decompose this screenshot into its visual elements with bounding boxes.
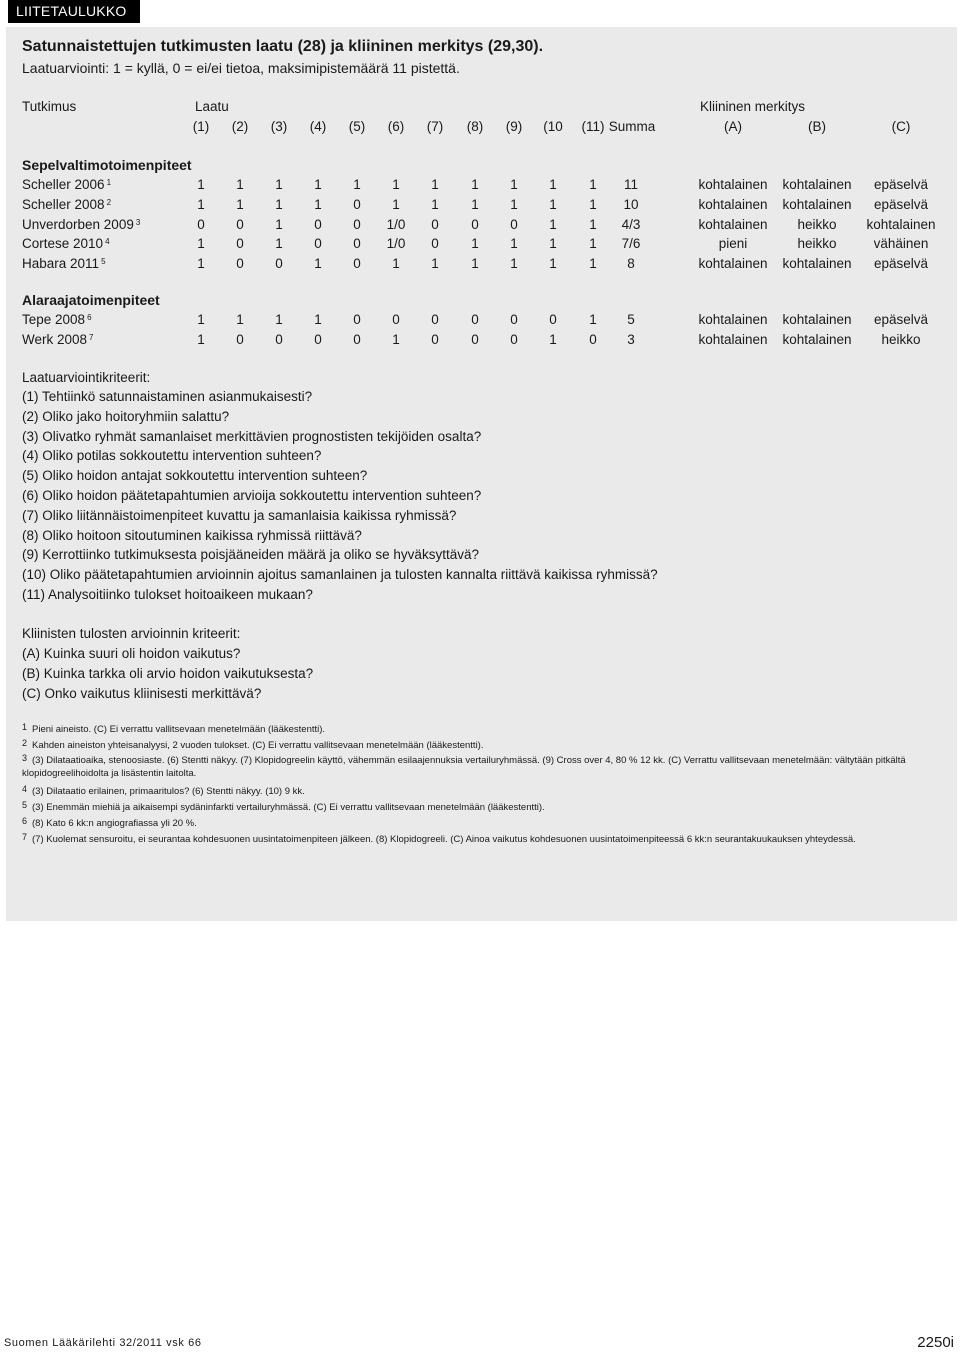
clinical-cell: kohtalainen <box>698 331 768 347</box>
score-cell: 1 <box>392 256 400 272</box>
column-header: (10 <box>543 119 563 134</box>
footnote <box>22 722 325 735</box>
score-cell: 0 <box>431 216 439 232</box>
score-cell: 1 <box>353 177 361 192</box>
header-kliininen: Kliininen merkitys <box>700 99 806 114</box>
footnote-text: (7) Kuolemat sensuroitu, ei seurantaa kohdesuonen uusintatoimenpiteen jälkeen. (8) Klopidogreeli. (C) Ainoa vaikutus kohdesuonen uusintatoimenpiteessä 6 kk:n seurantakuukauksen yhteydessä. <box>32 834 856 845</box>
score-cell: 0 <box>353 312 361 327</box>
score-cell: 1 <box>275 216 283 232</box>
score-cell: 10 <box>623 196 639 212</box>
score-cell: 0 <box>197 216 205 232</box>
footnote-number: 5 <box>22 800 28 810</box>
footnote-number: 3 <box>22 753 28 763</box>
study-name-text: Scheller 2006 <box>22 177 105 192</box>
criteria-item: (2) Oliko jako hoitoryhmiin salattu? <box>22 408 230 424</box>
study-name-text: Scheller 2008 <box>22 196 105 212</box>
score-cell: 0 <box>236 331 244 347</box>
clinical-cell: kohtalainen <box>698 256 768 272</box>
score-cell: 4/3 <box>621 216 641 232</box>
footnote-number: 4 <box>22 784 28 794</box>
clinical-cell: kohtalainen <box>782 256 852 272</box>
score-cell: 1 <box>197 177 205 192</box>
score-cell: 1 <box>236 177 244 192</box>
score-cell: 1 <box>549 331 557 347</box>
criteria-item: (7) Oliko liitännäistoimenpiteet kuvattu ja samanlaisia kaikissa ryhmissä? <box>22 507 457 523</box>
clinical-column-header: (B) <box>808 119 826 134</box>
score-cell: 0 <box>392 312 400 327</box>
footnote <box>22 738 484 751</box>
footnote-number: 2 <box>22 738 28 748</box>
score-cell: 0 <box>353 236 361 252</box>
header-tutkimus: Tutkimus <box>22 99 77 114</box>
study-name-text: Unverdorben 2009 <box>22 216 134 232</box>
score-cell: 1 <box>510 177 518 192</box>
clinical-cell: kohtalainen <box>782 331 852 347</box>
score-cell: 1 <box>549 256 557 272</box>
score-cell: 1 <box>471 236 479 252</box>
criteria-item: (4) Oliko potilas sokkoutettu intervention suhteen? <box>22 448 322 464</box>
footnote <box>22 816 197 829</box>
footnote-ref: 7 <box>89 332 94 342</box>
score-cell: 1 <box>589 312 597 327</box>
score-cell: 1 <box>431 256 439 272</box>
footnote-ref: 2 <box>106 197 112 207</box>
footnote <box>22 800 545 813</box>
score-cell: 1 <box>197 236 205 252</box>
section-title: Alaraajatoimenpiteet <box>22 292 160 308</box>
score-cell: 1 <box>510 236 518 252</box>
footnote-ref: 1 <box>106 178 112 187</box>
score-cell: 8 <box>627 256 635 272</box>
score-cell: 1 <box>314 196 322 212</box>
score-cell: 1 <box>236 312 244 327</box>
score-cell: 1 <box>431 196 439 212</box>
study-name-text: Werk 2008 <box>22 331 88 347</box>
criteria-item: (8) Oliko hoitoon sitoutuminen kaikissa ryhmissä riittävä? <box>22 527 362 543</box>
score-cell: 0 <box>510 331 518 347</box>
clinical-cell: epäselvä <box>873 312 929 327</box>
clinical-cell: kohtalainen <box>782 177 852 192</box>
clinical-criteria-title: Kliinisten tulosten arvioinnin kriteerit: <box>22 626 241 641</box>
score-cell: 0 <box>314 331 322 347</box>
score-cell: 0 <box>236 216 244 232</box>
study-name <box>22 332 94 347</box>
footnote-number: 1 <box>22 722 28 732</box>
score-cell: 1 <box>589 236 597 252</box>
score-cell: 1 <box>392 196 400 212</box>
study-name <box>22 217 140 232</box>
study-name-text: Habara 2011 <box>22 256 100 272</box>
study-name <box>22 236 110 251</box>
score-cell: 1 <box>431 177 439 192</box>
footnote-ref: 4 <box>105 237 110 247</box>
clinical-cell: heikko <box>797 216 837 232</box>
footnote <box>22 832 856 845</box>
column-header: (11) <box>581 119 605 134</box>
score-cell: 0 <box>471 216 479 232</box>
score-cell: 1 <box>275 312 283 327</box>
column-header: (1) <box>192 119 210 134</box>
score-cell: 0 <box>236 256 244 272</box>
score-cell: 0 <box>314 236 322 252</box>
clinical-cell: kohtalainen <box>782 196 852 212</box>
score-cell: 3 <box>627 331 635 347</box>
score-cell: 1 <box>314 256 322 272</box>
table-title: Satunnaistettujen tutkimusten laatu (28) ja kliininen merkitys (29,30). <box>22 38 544 55</box>
appendix-tag: LIITETAULUKKO <box>8 0 140 23</box>
score-cell: 0 <box>353 256 361 272</box>
score-cell: 0 <box>431 331 439 347</box>
column-header: (6) <box>387 119 405 134</box>
header-laatu: Laatu <box>195 99 229 114</box>
study-name-text: Tepe 2008 <box>22 312 86 327</box>
clinical-criteria-item: (C) Onko vaikutus kliinisesti merkittävä? <box>22 685 262 701</box>
score-cell: 0 <box>510 216 518 232</box>
score-cell: 1 <box>549 216 557 232</box>
score-cell: 0 <box>471 312 479 327</box>
score-cell: 0 <box>510 312 518 327</box>
footnote-text: (8) Kato 6 kk:n angiografiassa yli 20 %. <box>32 818 197 829</box>
score-cell: 1 <box>197 331 205 347</box>
score-cell: 1 <box>471 196 479 212</box>
study-name <box>22 312 92 327</box>
clinical-cell: heikko <box>881 331 921 347</box>
score-cell: 1 <box>589 256 597 272</box>
clinical-cell: epäselvä <box>873 256 929 272</box>
column-header: (5) <box>348 119 366 134</box>
score-cell: 1/0 <box>386 236 406 252</box>
footnote-ref: 3 <box>135 217 141 227</box>
footnote-text: Pieni aineisto. (C) Ei verrattu vallitsevaan menetelmään (lääkestentti). <box>32 724 326 735</box>
score-cell: 1 <box>197 256 205 272</box>
criteria-item: (11) Analysoitiinko tulokset hoitoaikeen mukaan? <box>22 587 313 602</box>
column-header: (3) <box>270 119 288 134</box>
study-name-text: Cortese 2010 <box>22 236 104 252</box>
score-cell: 1 <box>471 177 479 192</box>
clinical-cell: kohtalainen <box>698 216 768 232</box>
score-cell: 1 <box>275 196 283 212</box>
score-cell: 1 <box>314 177 322 192</box>
score-cell: 11 <box>623 177 639 192</box>
footnote-number: 7 <box>22 832 28 842</box>
score-cell: 1 <box>510 196 518 212</box>
score-cell: 0 <box>431 236 439 252</box>
clinical-criteria-item: (A) Kuinka suuri oli hoidon vaikutus? <box>22 646 241 661</box>
footnote-text: klopidogreelihoidolta ja lisästentin laitolta. <box>22 768 197 779</box>
study-name <box>22 177 111 192</box>
column-header: (2) <box>231 119 249 134</box>
footnote-text: (3) Dilataatioaika, stenoosiaste. (6) Stentti näkyy. (7) Klopidogreelin käyttö, vähemmän esilaajennuksia vertailuryhmässä. (9) Cross over 4, 80 % 12 kk. (C) Verrattu vallitsevaan menetelmään: vältytään pitkältä <box>32 755 906 766</box>
score-cell: 0 <box>314 216 322 232</box>
clinical-criteria-item: (B) Kuinka tarkka oli arvio hoidon vaikutuksesta? <box>22 665 314 681</box>
column-header: (9) <box>505 119 523 134</box>
score-cell: 0 <box>236 236 244 252</box>
score-cell: 1 <box>510 256 518 272</box>
score-cell: 1 <box>549 177 557 192</box>
clinical-column-header: (A) <box>724 119 742 134</box>
score-cell: 0 <box>549 312 557 327</box>
criteria-item: (1) Tehtiinkö satunnaistaminen asianmukaisesti? <box>22 389 313 404</box>
column-header: (7) <box>426 119 444 134</box>
clinical-cell: vähäinen <box>873 236 929 252</box>
column-header: (8) <box>466 119 484 134</box>
score-cell: 0 <box>353 196 361 212</box>
score-cell: 0 <box>275 256 283 272</box>
score-cell: 1 <box>236 196 244 212</box>
study-name <box>22 197 111 212</box>
footnote-ref: 5 <box>101 257 106 267</box>
column-header: Summa <box>608 119 656 134</box>
score-cell: 1/0 <box>386 216 406 232</box>
score-cell: 1 <box>471 256 479 272</box>
criteria-item: (3) Olivatko ryhmät samanlaiset merkittävien prognostisten tekijöiden osalta? <box>22 428 482 444</box>
score-cell: 1 <box>392 177 400 192</box>
footnote-text: (3) Dilataatio erilainen, primaaritulos? (6) Stentti näkyy. (10) 9 kk. <box>32 786 305 797</box>
score-cell: 0 <box>589 331 597 347</box>
score-cell: 0 <box>353 331 361 347</box>
clinical-cell: epäselvä <box>873 196 929 212</box>
page-number: 2250i <box>917 1334 954 1351</box>
score-cell: 1 <box>589 216 597 232</box>
footnote <box>22 768 196 779</box>
score-cell: 1 <box>589 196 597 212</box>
score-cell: 0 <box>431 312 439 327</box>
journal-footer: Suomen Lääkärilehti 32/2011 vsk 66 <box>4 1337 202 1349</box>
score-cell: 5 <box>627 312 635 327</box>
criteria-item: (9) Kerrottiinko tutkimuksesta poisjääneiden määrä ja oliko se hyväksyttävä? <box>22 547 479 563</box>
criteria-item: (6) Oliko hoidon päätetapahtumien arvioija sokkoutettu intervention suhteen? <box>22 488 482 503</box>
score-cell: 0 <box>353 216 361 232</box>
clinical-cell: kohtalainen <box>782 312 852 327</box>
criteria-item: (10) Oliko päätetapahtumien arvioinnin ajoitus samanlainen ja tulosten kannalta riittävä kaikissa ryhmissä? <box>22 567 658 583</box>
footnote-number: 6 <box>22 816 28 826</box>
footnote-text: Kahden aineiston yhteisanalyysi, 2 vuoden tulokset. (C) Ei verrattu vallitsevaan menetelmään (lääkestentti). <box>32 740 484 751</box>
column-header: (4) <box>309 119 327 134</box>
score-cell: 1 <box>275 236 283 252</box>
score-cell: 0 <box>275 331 283 347</box>
score-cell: 1 <box>197 196 205 212</box>
clinical-cell: pieni <box>718 236 748 252</box>
clinical-cell: kohtalainen <box>698 177 768 192</box>
score-cell: 1 <box>275 177 283 192</box>
clinical-cell: kohtalainen <box>698 196 768 212</box>
clinical-cell: kohtalainen <box>698 312 768 327</box>
criteria-item: (5) Oliko hoidon antajat sokkoutettu intervention suhteen? <box>22 468 368 484</box>
footnote-text: (3) Enemmän miehiä ja aikaisempi sydäninfarkti vertailuryhmässä. (C) Ei verrattu vallitsevaan menetelmään (lääkestentti). <box>32 802 545 813</box>
score-cell: 0 <box>471 331 479 347</box>
clinical-column-header: (C) <box>891 119 911 134</box>
score-cell: 7/6 <box>621 236 641 252</box>
clinical-cell: epäselvä <box>873 177 929 192</box>
footnote <box>22 753 906 766</box>
footnote <box>22 784 305 797</box>
footnote-ref: 6 <box>87 313 92 322</box>
score-cell: 1 <box>314 312 322 327</box>
score-cell: 1 <box>392 331 400 347</box>
clinical-cell: heikko <box>797 236 837 252</box>
score-cell: 1 <box>589 177 597 192</box>
section-title: Sepelvaltimotoimenpiteet <box>22 157 192 173</box>
score-cell: 1 <box>197 312 205 327</box>
score-cell: 1 <box>549 236 557 252</box>
clinical-cell: kohtalainen <box>866 216 936 232</box>
table-subtitle: Laatuarviointi: 1 = kyllä, 0 = ei/ei tietoa, maksimipistemäärä 11 pistettä. <box>22 60 460 76</box>
score-cell: 1 <box>549 196 557 212</box>
criteria-title: Laatuarviointikriteerit: <box>22 370 151 385</box>
study-name <box>22 256 106 271</box>
